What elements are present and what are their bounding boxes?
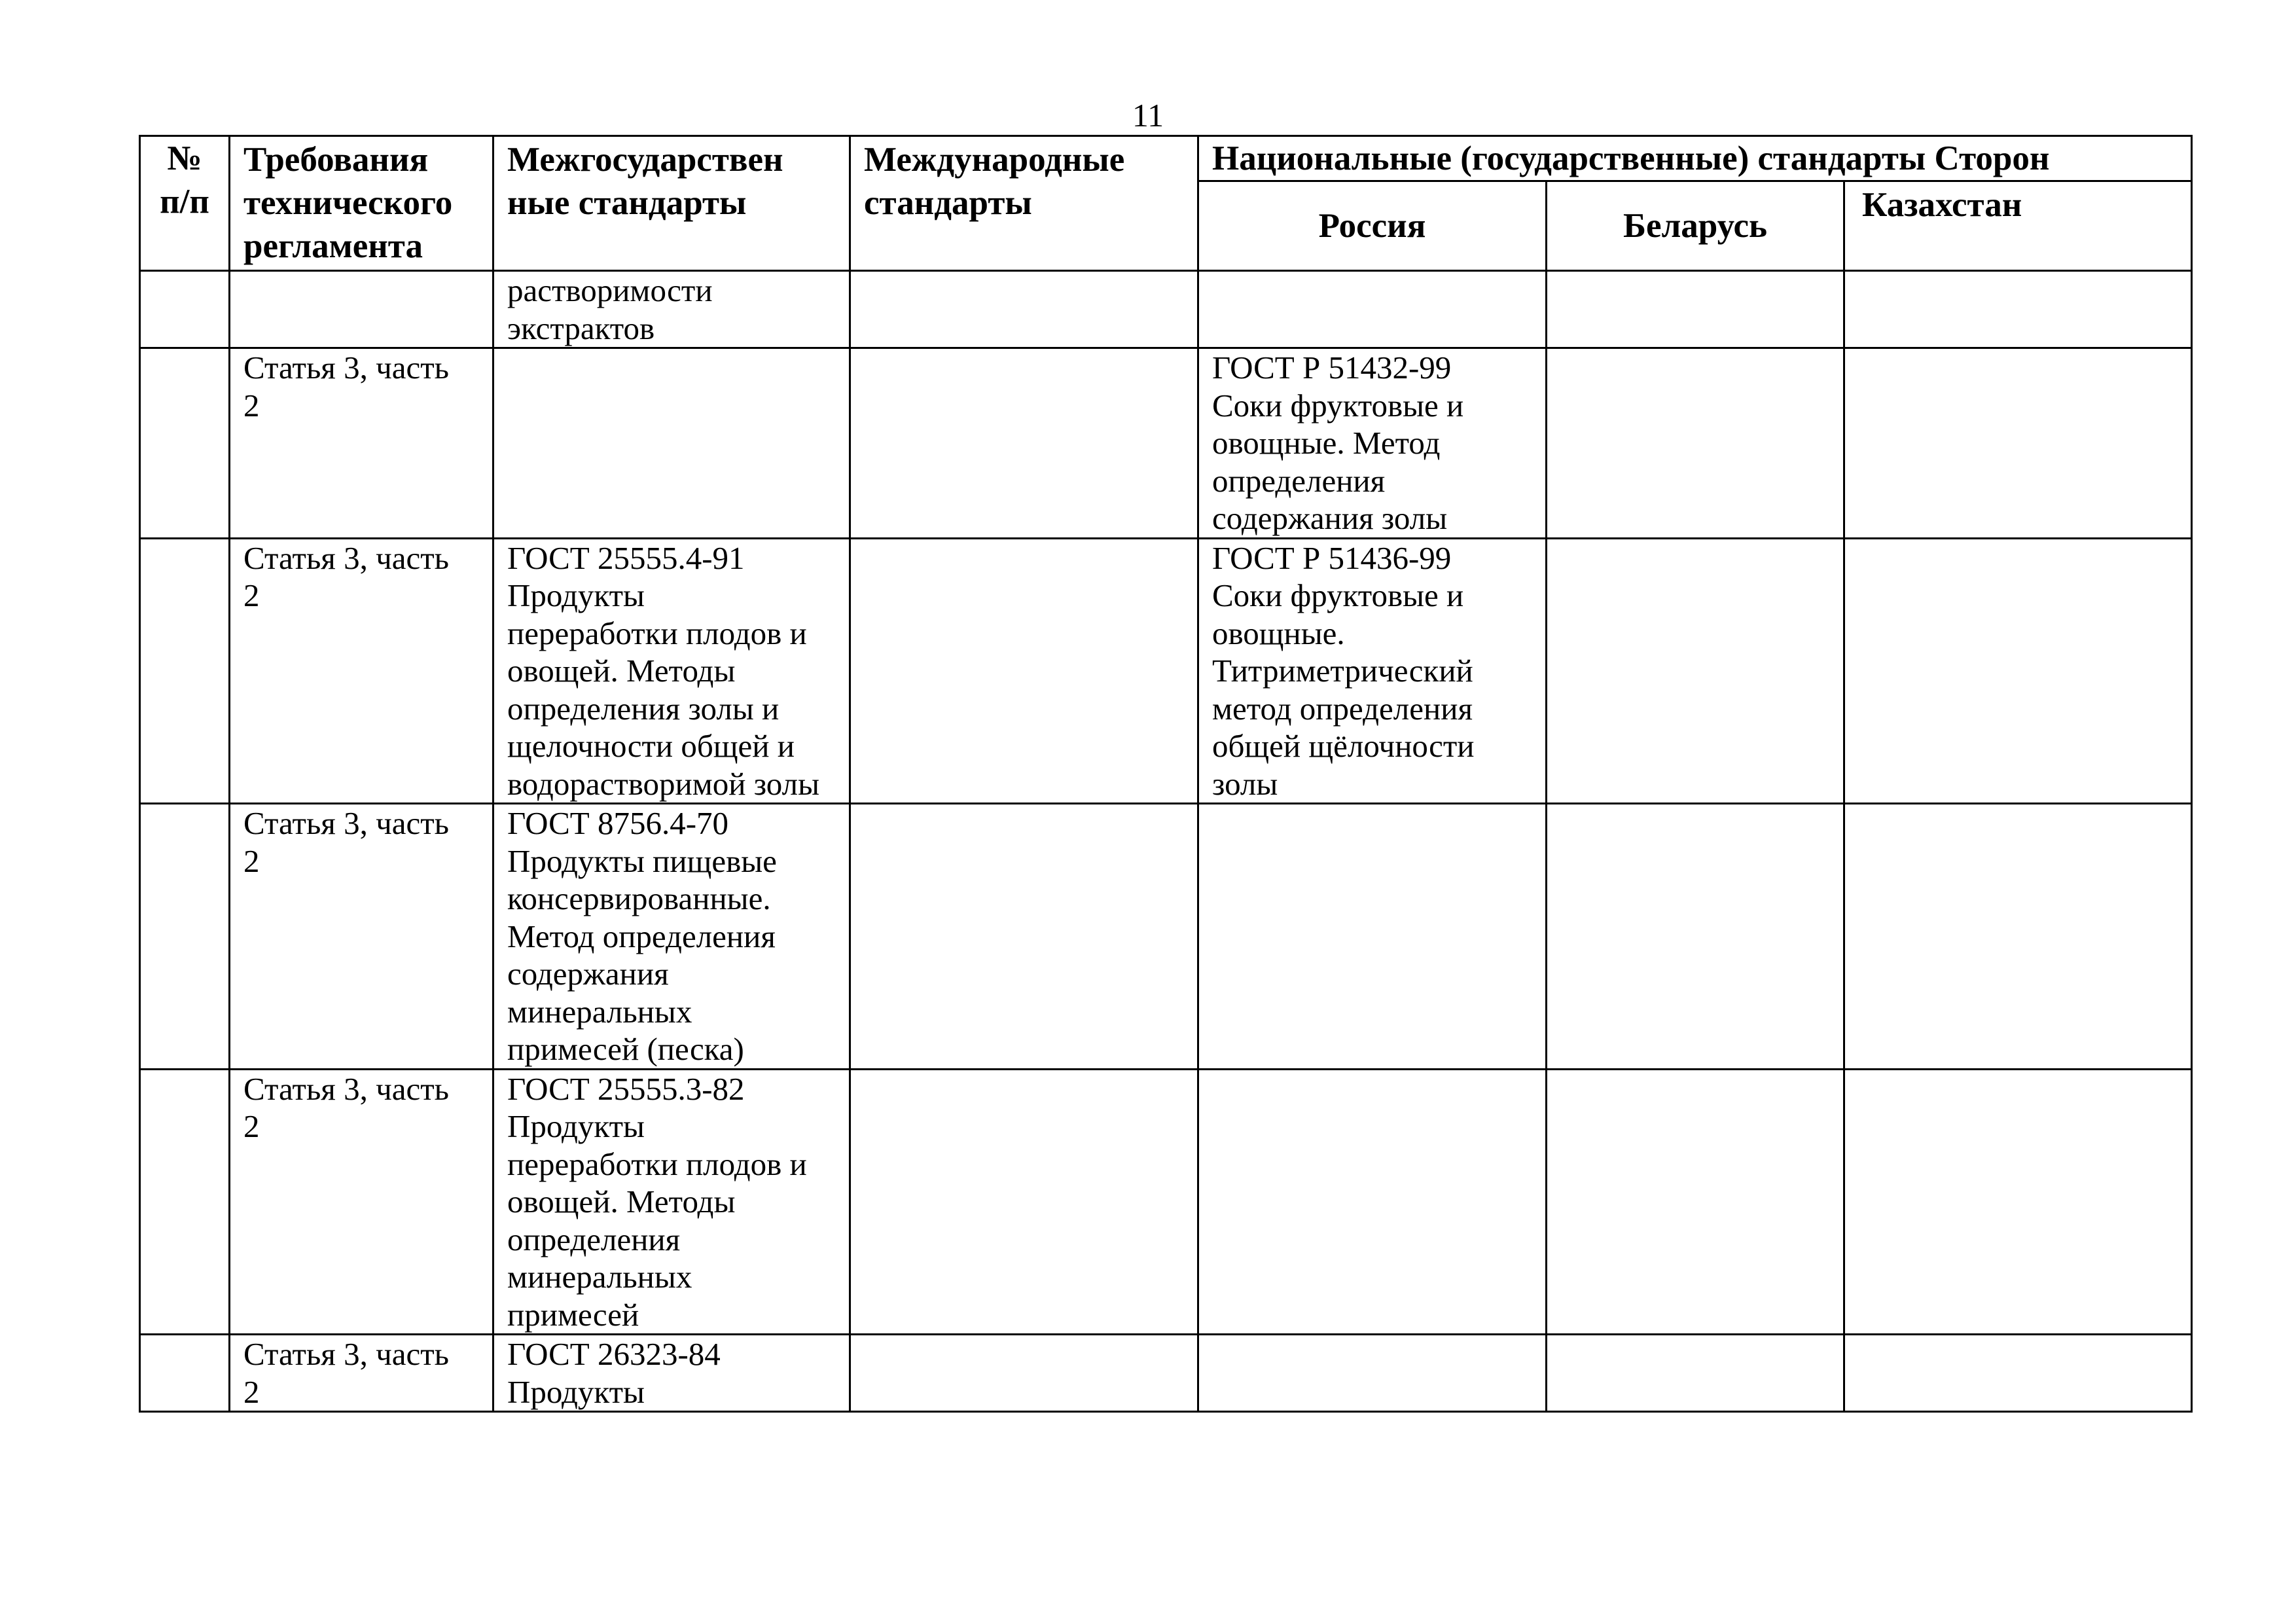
cell-requirement	[230, 271, 493, 348]
cell-line: овощей. Методы	[507, 1183, 736, 1219]
header-requirements-line: регламента	[243, 227, 423, 265]
cell-line: Статья 3, часть	[243, 1336, 449, 1372]
cell-interstate	[493, 271, 850, 348]
cell-belarus	[1547, 348, 1844, 539]
cell-line: овощей. Методы	[507, 653, 736, 689]
cell-belarus	[1547, 271, 1844, 348]
cell-line: содержания золы	[1212, 500, 1448, 536]
cell-russia	[1198, 271, 1547, 348]
cell-num	[140, 271, 230, 348]
cell-interstate	[493, 1335, 850, 1412]
cell-line: золы	[1212, 765, 1278, 802]
cell-line: Статья 3, часть	[243, 1070, 449, 1107]
header-national: Национальные (государственные) стандарты Сторон	[1198, 136, 2192, 181]
cell-line: ГОСТ Р 51436-99	[1212, 539, 1452, 576]
cell-kazakhstan	[1844, 1335, 2192, 1412]
cell-russia	[1198, 348, 1547, 539]
cell-num	[140, 1335, 230, 1412]
cell-interstate	[493, 1069, 850, 1335]
cell-kazakhstan	[1844, 271, 2192, 348]
cell-line: примесей (песка)	[507, 1031, 744, 1067]
cell-line: Статья 3, часть	[243, 350, 449, 386]
cell-belarus	[1547, 804, 1844, 1070]
page-number-text: 11	[1132, 97, 1164, 134]
header-interstate-line: Межгосударствен	[507, 141, 783, 179]
cell-line: Продукты	[507, 577, 645, 613]
cell-line: ГОСТ 8756.4-70	[507, 805, 729, 841]
cell-line: переработки плодов и	[507, 615, 807, 651]
cell-line: 2	[243, 387, 260, 424]
cell-kazakhstan	[1844, 538, 2192, 804]
cell-num	[140, 538, 230, 804]
cell-belarus	[1547, 1335, 1844, 1412]
cell-requirement	[230, 348, 493, 539]
header-num-line: №	[167, 139, 202, 177]
cell-line: экстрактов	[507, 310, 655, 346]
cell-line: 2	[243, 577, 260, 613]
cell-interstate	[493, 348, 850, 539]
cell-line: Соки фруктовые и	[1212, 387, 1464, 424]
cell-interstate	[493, 538, 850, 804]
cell-line: ГОСТ 25555.3-82	[507, 1070, 745, 1107]
cell-line: Статья 3, часть	[243, 805, 449, 841]
cell-line: примесей	[507, 1296, 639, 1333]
cell-line: Продукты	[507, 1373, 645, 1410]
cell-requirement	[230, 804, 493, 1070]
cell-line: Соки фруктовые и	[1212, 577, 1464, 613]
cell-kazakhstan	[1844, 1069, 2192, 1335]
header-kazakhstan: Казахстан	[1844, 181, 2192, 271]
cell-line: 2	[243, 1373, 260, 1410]
table-row	[140, 348, 2192, 539]
cell-international	[850, 271, 1198, 348]
cell-international	[850, 804, 1198, 1070]
cell-russia	[1198, 1335, 1547, 1412]
cell-requirement	[230, 1069, 493, 1335]
table-row	[140, 1069, 2192, 1335]
cell-russia	[1198, 804, 1547, 1070]
header-international	[850, 136, 1198, 271]
header-international-line: Международные	[864, 141, 1125, 179]
cell-line: 2	[243, 1108, 260, 1144]
cell-line: Титриметрический	[1212, 653, 1473, 689]
cell-line: ГОСТ 25555.4-91	[507, 539, 745, 576]
cell-line: определения золы и	[507, 690, 780, 727]
cell-line: 2	[243, 842, 260, 879]
cell-line: Статья 3, часть	[243, 539, 449, 576]
header-num-line: п/п	[160, 183, 209, 221]
cell-russia	[1198, 538, 1547, 804]
cell-line: общей щёлочности	[1212, 728, 1475, 764]
cell-russia	[1198, 1069, 1547, 1335]
table-row	[140, 538, 2192, 804]
standards-table	[139, 135, 2193, 1413]
header-interstate	[493, 136, 850, 271]
table-body	[140, 271, 2192, 1412]
cell-line: минеральных	[507, 993, 692, 1030]
cell-interstate	[493, 804, 850, 1070]
table-row	[140, 1335, 2192, 1412]
table-row	[140, 804, 2192, 1070]
cell-line: Продукты	[507, 1108, 645, 1144]
cell-line: Продукты пищевые	[507, 842, 777, 879]
header-international-line: стандарты	[864, 184, 1032, 222]
cell-line: метод определения	[1212, 690, 1473, 727]
header-num	[140, 136, 230, 271]
header-interstate-line: ные стандарты	[507, 184, 747, 222]
cell-num	[140, 804, 230, 1070]
cell-international	[850, 538, 1198, 804]
cell-requirement	[230, 1335, 493, 1412]
cell-line: ГОСТ 26323-84	[507, 1336, 721, 1372]
cell-kazakhstan	[1844, 348, 2192, 539]
cell-line: овощные.	[1212, 615, 1345, 651]
cell-num	[140, 1069, 230, 1335]
cell-line: минеральных	[507, 1259, 692, 1295]
cell-belarus	[1547, 538, 1844, 804]
cell-international	[850, 348, 1198, 539]
header-russia: Россия	[1198, 181, 1547, 271]
cell-line: овощные. Метод	[1212, 425, 1441, 461]
cell-line: ГОСТ Р 51432-99	[1212, 350, 1452, 386]
page-number	[0, 97, 2296, 134]
header-requirements-line: технического	[243, 184, 453, 222]
cell-kazakhstan	[1844, 804, 2192, 1070]
cell-line: содержания	[507, 956, 669, 992]
cell-num	[140, 348, 230, 539]
table-row	[140, 271, 2192, 348]
header-requirements	[230, 136, 493, 271]
cell-line: щелочности общей и	[507, 728, 795, 764]
cell-line: растворимости	[507, 272, 713, 308]
cell-international	[850, 1335, 1198, 1412]
cell-belarus	[1547, 1069, 1844, 1335]
cell-requirement	[230, 538, 493, 804]
header-belarus: Беларусь	[1547, 181, 1844, 271]
cell-line: водорастворимой золы	[507, 765, 820, 802]
header-requirements-line: Требования	[243, 141, 429, 179]
cell-line: переработки плодов и	[507, 1146, 807, 1182]
cell-line: определения	[1212, 462, 1386, 499]
cell-international	[850, 1069, 1198, 1335]
cell-line: Метод определения	[507, 918, 776, 954]
cell-line: определения	[507, 1221, 681, 1257]
table-header	[140, 136, 2192, 271]
cell-line: консервированные.	[507, 880, 771, 916]
